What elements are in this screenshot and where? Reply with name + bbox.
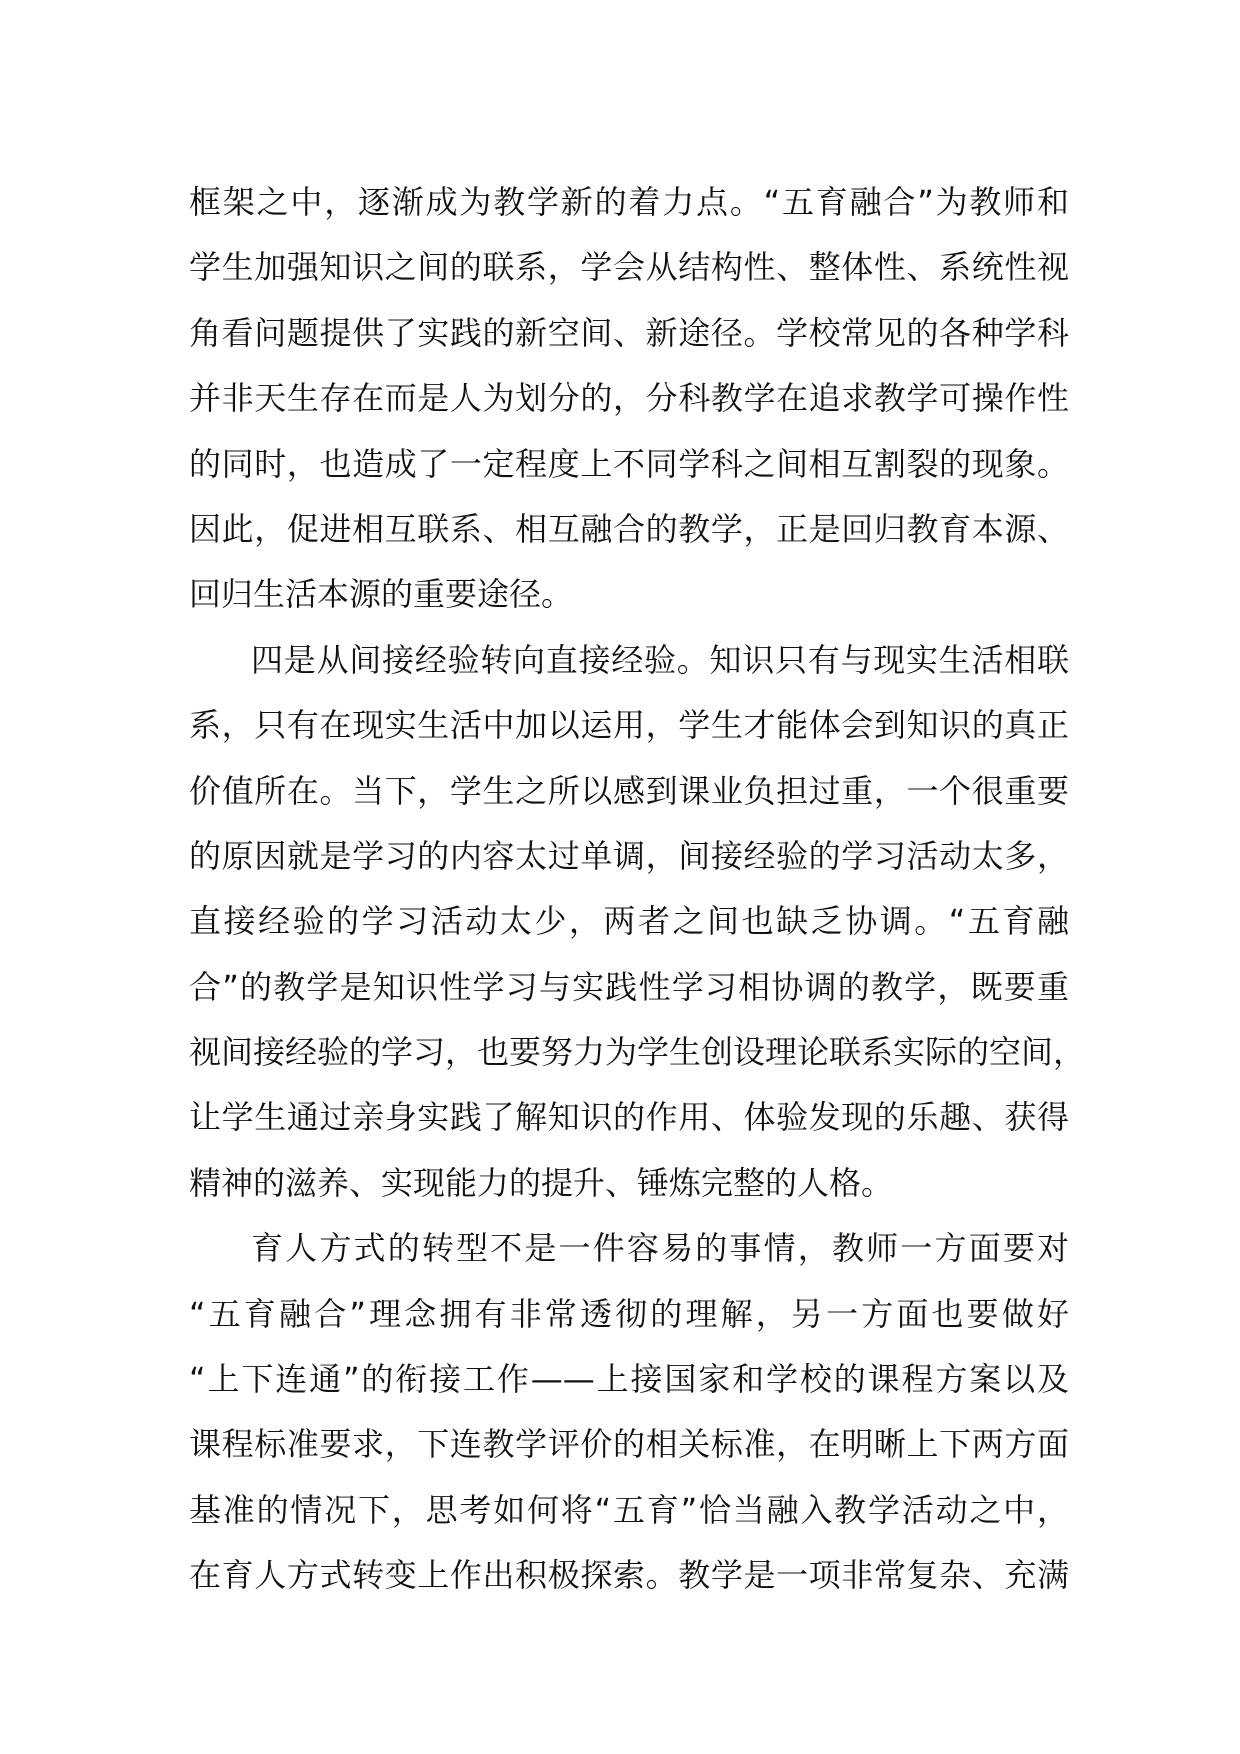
text-line: 的原因就是学习的内容太过单调，间接经验的学习活动太多，	[189, 836, 1069, 875]
text-line: “五育融合”理念拥有非常透彻的理解，另一方面也要做好	[189, 1294, 1069, 1333]
paragraph-start-line: 育人方式的转型不是一件容易的事情，教师一方面要对	[251, 1229, 1069, 1268]
paragraph-start-line: 四是从间接经验转向直接经验。知识只有与现实生活相联	[251, 640, 1069, 679]
text-line: 学生加强知识之间的联系，学会从结构性、整体性、系统性视	[189, 248, 1069, 287]
text-line: 让学生通过亲身实践了解知识的作用、体验发现的乐趣、获得	[189, 1098, 1069, 1137]
text-line: 框架之中，逐渐成为教学新的着力点。“五育融合”为教师和	[189, 183, 1069, 221]
text-line: 合”的教学是知识性学习与实践性学习相协调的教学，既要重	[189, 967, 1069, 1006]
text-line: 回归生活本源的重要途径。	[189, 575, 574, 614]
text-line: 视间接经验的学习，也要努力为学生创设理论联系实际的空间，	[189, 1033, 1086, 1072]
text-line: 角看问题提供了实践的新空间、新途径。学校常见的各种学科	[189, 313, 1069, 352]
body-text	[189, 170, 1086, 1609]
text-line: 并非天生存在而是人为划分的，分科教学在追求教学可操作性	[189, 379, 1069, 418]
text-line: 基准的情况下，思考如何将“五育”恰当融入教学活动之中，	[189, 1490, 1069, 1529]
text-line: 价值所在。当下，学生之所以感到课业负担过重，一个很重要	[189, 771, 1069, 810]
text-line: 在育人方式转变上作出积极探索。教学是一项非常复杂、充满	[189, 1556, 1069, 1595]
text-line: 课程标准要求，下连教学评价的相关标准，在明晰上下两方面	[189, 1425, 1069, 1464]
text-line: “上下连通”的衔接工作——上接国家和学校的课程方案以及	[189, 1360, 1069, 1399]
text-line: 因此，促进相互联系、相互融合的教学，正是回归教育本源、	[189, 509, 1069, 548]
text-line: 直接经验的学习活动太少，两者之间也缺乏协调。“五育融	[189, 902, 1069, 941]
text-line: 精神的滋养、实现能力的提升、锤炼完整的人格。	[189, 1163, 894, 1202]
text-line: 系，只有在现实生活中加以运用，学生才能体会到知识的真正	[189, 706, 1069, 745]
text-line: 的同时，也造成了一定程度上不同学科之间相互割裂的现象。	[189, 444, 1069, 483]
